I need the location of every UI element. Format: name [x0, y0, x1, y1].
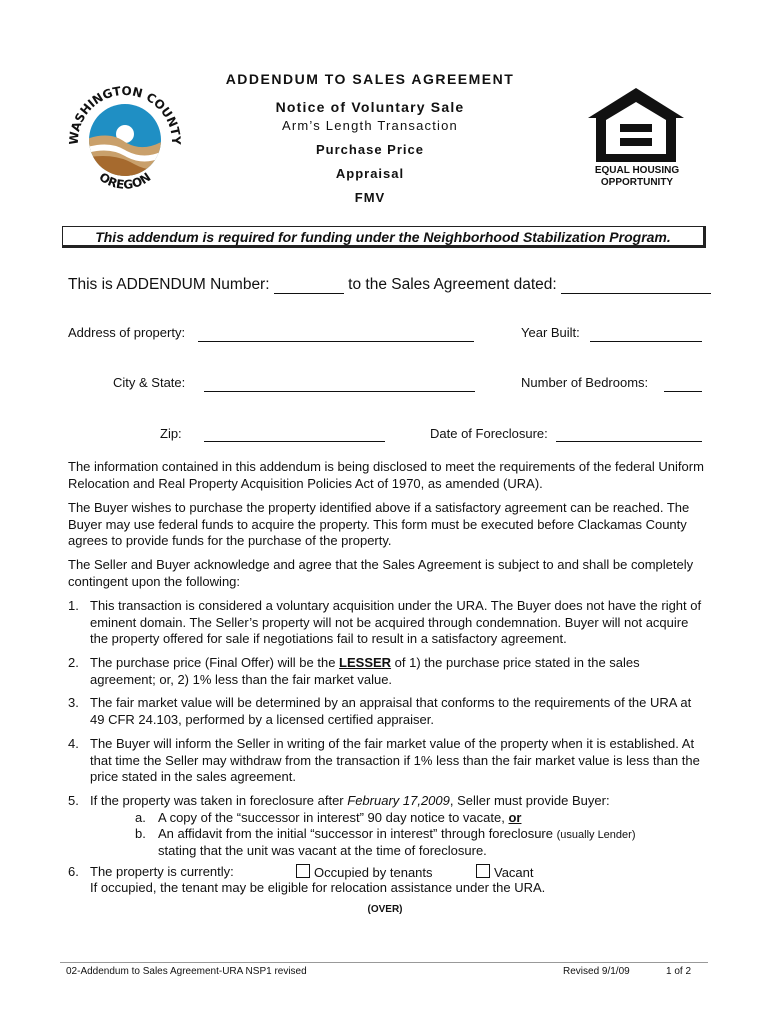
occupied-checkbox[interactable] — [296, 864, 310, 878]
vacant-label: Vacant — [494, 865, 534, 880]
relocation-note: If occupied, the tenant may be eligible for relocation assistance under the URA. — [90, 880, 546, 895]
address-label: Address of property: — [68, 325, 186, 340]
item-text-pre: The purchase price (Final Offer) will be the — [90, 655, 340, 670]
list-item-1 — [68, 598, 708, 648]
item-number: 6. — [68, 864, 79, 879]
lesser-emphasis: LESSER — [339, 655, 392, 670]
sub-item-a-text: A copy of the “successor in interest” 90 day notice to vacate, — [158, 810, 509, 825]
occupied-label: Occupied by tenants — [314, 865, 433, 880]
footer-form-id: 02-Addendum to Sales Agreement-URA NSP1 revised — [66, 966, 307, 977]
footer-page-number: 1 of 2 — [666, 966, 692, 977]
sub-item-a — [158, 810, 521, 827]
item-number: 4. — [68, 736, 79, 751]
document-subtitle: Notice of Voluntary Sale — [275, 99, 465, 115]
document-subtitle-2: Arm’s Length Transaction — [282, 118, 458, 133]
disclosure-paragraph: The information contained in this addendum is being disclosed to meet the requirements of the federal Uniform Relocation and Real Property Acquisition Policies Act of 1970, as amended (URA). — [68, 459, 704, 491]
fmv-heading: FMV — [354, 190, 386, 205]
list-item-2 — [68, 655, 708, 688]
sub-item-b-label: b. — [135, 826, 146, 841]
footer-revised: Revised 9/1/09 — [563, 966, 630, 977]
logo-top-text: WASHINGTON COUNTY — [66, 83, 184, 146]
washington-county-logo — [64, 78, 186, 200]
purchase-price-heading: Purchase Price — [316, 142, 424, 157]
item-text: The fair market value will be determined by an appraisal that conforms to the requirements of the URA at 49 CFR 24.103, performed by a licensed certified appraiser. — [90, 695, 692, 727]
addendum-number-field[interactable] — [274, 278, 344, 294]
sub-item-b-note: (usually Lender) — [556, 829, 636, 841]
item-number: 1. — [68, 598, 79, 613]
year-built-label: Year Built: — [521, 325, 580, 340]
item-text — [90, 793, 708, 810]
logo-bottom-text: OREGON — [96, 169, 154, 192]
vacant-checkbox[interactable] — [476, 864, 490, 878]
zip-label: Zip: — [160, 426, 182, 441]
foreclosure-cutoff-date: February 17,2009 — [347, 793, 450, 808]
item-number: 3. — [68, 695, 79, 710]
occupied-option[interactable] — [296, 864, 433, 882]
zip-field[interactable] — [204, 426, 385, 442]
contingency-paragraph: The Seller and Buyer acknowledge and agree that the Sales Agreement is subject to and shall be completely contingent upon the following: — [68, 557, 694, 589]
item-text: The Buyer will inform the Seller in writing of the fair market value of the property when it is established. At that time the Seller may withdraw from the transaction if 1% less than the fair market value is less than the price stated in the sales agreement. — [90, 736, 700, 784]
item-text-post: , Seller must provide Buyer: — [449, 793, 610, 808]
house-icon — [584, 86, 688, 166]
sub-item-a-label: a. — [135, 810, 146, 825]
sub-item-b-continued: stating that the unit was vacant at the time of foreclosure. — [158, 843, 487, 858]
list-item-5 — [68, 793, 708, 810]
nsp-notice: This addendum is required for funding under the Neighborhood Stabilization Program. — [62, 226, 706, 248]
item-text: This transaction is considered a voluntary acquisition under the URA. The Buyer does not have the right of eminent domain. The Seller’s property will not be acquired through condemnation. Buyer will not acquire the property offered for sale if negotiations fail to result in a satisfactory agreement. — [90, 598, 702, 646]
city-state-label: City & State: — [113, 375, 186, 390]
vacant-option[interactable] — [476, 864, 534, 882]
bedrooms-field[interactable] — [664, 376, 702, 392]
or-emphasis: or — [508, 810, 522, 825]
year-built-field[interactable] — [590, 326, 702, 342]
item-number: 2. — [68, 655, 79, 670]
list-item-3 — [68, 695, 708, 728]
occupancy-label: The property is currently: — [90, 864, 234, 879]
bedrooms-label: Number of Bedrooms: — [521, 375, 649, 390]
address-field[interactable] — [198, 326, 474, 342]
logo-emblem — [64, 78, 186, 200]
foreclosure-date-field[interactable] — [556, 426, 702, 442]
appraisal-heading: Appraisal — [335, 166, 405, 181]
sales-agreement-date-field[interactable] — [561, 278, 711, 294]
item-text-pre: If the property was taken in foreclosure after — [90, 793, 348, 808]
eho-line-1: EQUAL HOUSING — [594, 165, 680, 176]
eho-line-2: OPPORTUNITY — [600, 177, 674, 188]
item-number: 5. — [68, 793, 79, 808]
over-marker: (OVER) — [367, 904, 403, 915]
sub-item-b — [158, 826, 708, 844]
item-text — [90, 655, 708, 688]
city-state-field[interactable] — [204, 376, 475, 392]
sub-item-b-text: An affidavit from the initial “successor in interest” through foreclosure — [158, 826, 557, 841]
addendum-number-label: This is ADDENDUM Number: — [68, 276, 270, 293]
foreclosure-date-label: Date of Foreclosure: — [430, 426, 548, 441]
document-title: ADDENDUM TO SALES AGREEMENT — [225, 71, 515, 87]
list-item-4 — [68, 736, 708, 786]
item-text-post: of 1) the purchase price stated in the sales agreement; or, 2) 1% less than the fair market value. — [90, 655, 640, 687]
addendum-row — [68, 276, 711, 294]
equal-housing-text — [592, 165, 682, 189]
buyer-paragraph: The Buyer wishes to purchase the property identified above if a satisfactory agreement can be reached. The Buyer may use federal funds to acquire the property. This form must be executed before Clackamas County agrees to provide funds for the purchase of the property. — [68, 500, 690, 548]
sales-agreement-date-label: to the Sales Agreement dated: — [348, 276, 557, 293]
footer-divider — [60, 962, 708, 963]
title-block — [200, 70, 540, 206]
